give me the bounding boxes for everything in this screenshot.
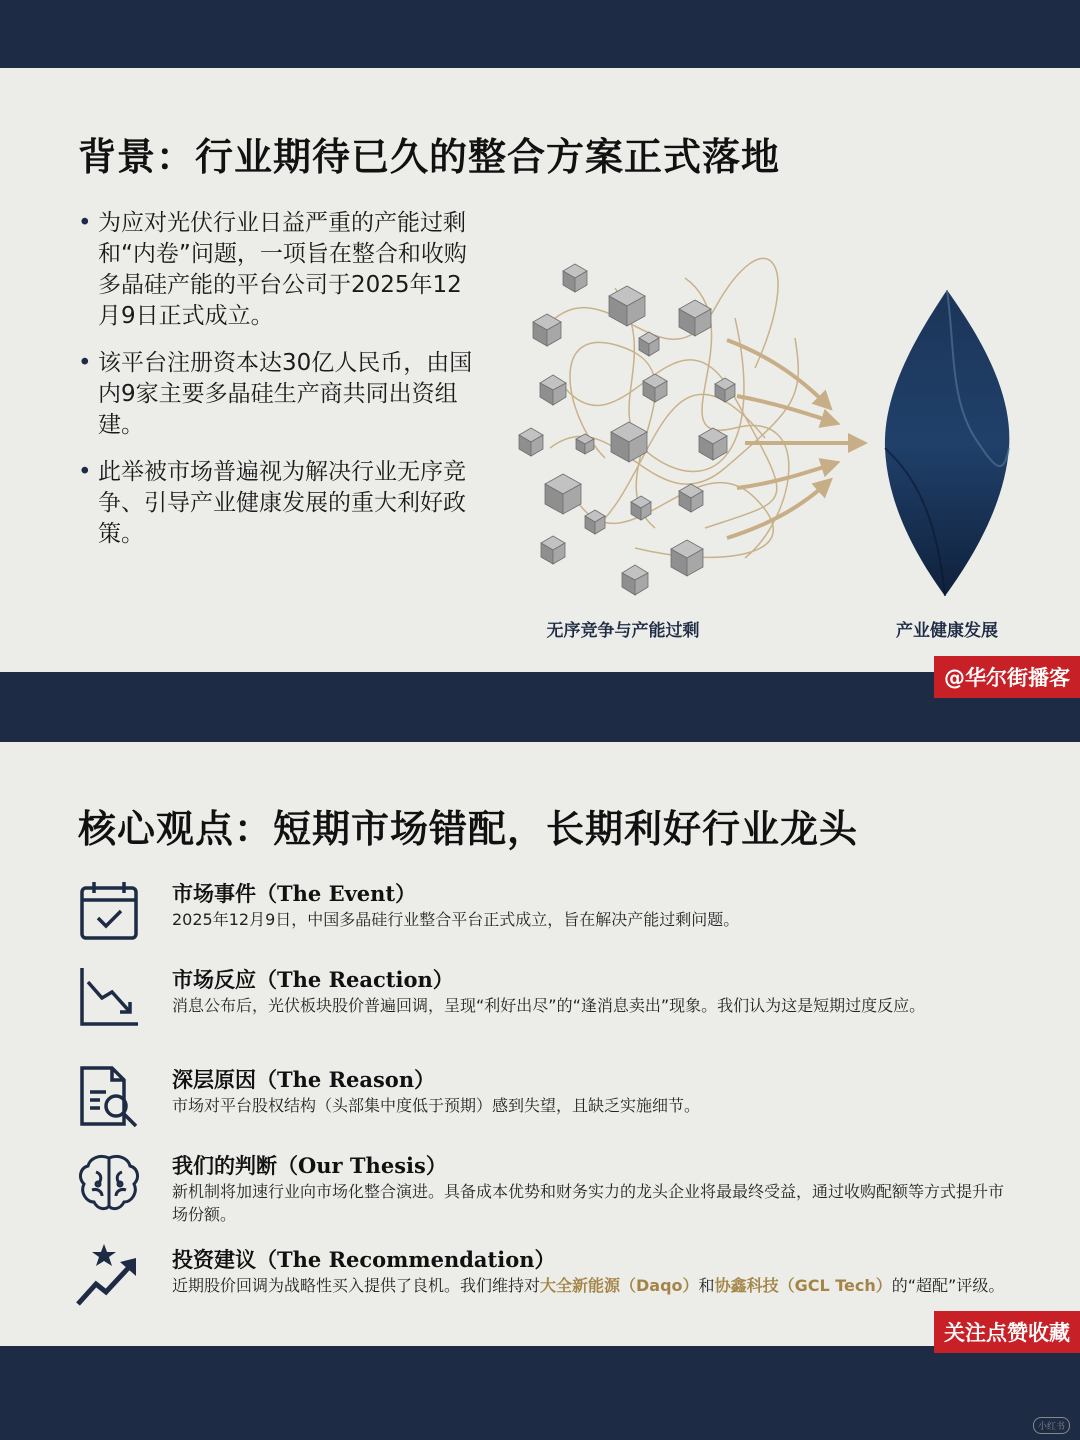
left-label: 无序竞争与产能过剩 [546, 621, 700, 641]
item-heading: 深层原因（The Reason） [172, 1067, 436, 1092]
right-label: 产业健康发展 [896, 621, 998, 641]
bullet-item: • 该平台注册资本达30亿人民币，由国内9家主要多晶硅生产商共同出资组建。 [78, 348, 478, 441]
company-daqo: 大全新能源（Daqo） [540, 1276, 699, 1295]
arrows-icon [727, 340, 860, 538]
star-chart-up-icon [76, 1244, 142, 1310]
desc-text: 的“超配”评级。 [891, 1276, 1005, 1295]
item-heading: 我们的判断（Our Thesis） [172, 1153, 447, 1178]
follow-tag: 关注点赞收藏 [934, 1311, 1080, 1353]
item-heading: 投资建议（The Recommendation） [172, 1247, 556, 1272]
bullet-item: • 此举被市场普遍视为解决行业无序竞争、引导产业健康发展的重大利好政策。 [78, 457, 478, 550]
background-slide [0, 68, 1080, 672]
watermark: 小红书 [1033, 1417, 1070, 1434]
item-heading: 市场事件（The Event） [172, 881, 417, 906]
cube-cluster-icon [519, 264, 735, 595]
desc-text: 近期股价回调为战略性买入提供了良机。我们维持对 [172, 1276, 541, 1295]
item-description: 消息公布后，光伏板块股价普遍回调，呈现“利好出尽”的“逢消息卖出”现象。我们认为这是短期过度反应。 [172, 996, 926, 1015]
thesis-slide [0, 742, 1080, 1346]
consolidation-illustration [505, 198, 1045, 648]
item-description: 市场对平台股权结构（头部集中度低于预期）感到失望，且缺乏实施细节。 [172, 1096, 701, 1115]
diamond-icon [885, 290, 1009, 596]
bullet-item: • 为应对光伏行业日益严重的产能过剩和“内卷”问题，一项旨在整合和收购多晶硅产能的平台公司于2025年12月9日正式成立。 [78, 208, 478, 332]
tangled-lines [545, 258, 798, 558]
slide-title: 核心观点：短期市场错配，长期利好行业龙头 [78, 806, 859, 851]
brain-icon [76, 1150, 142, 1216]
desc-text: 和 [698, 1276, 715, 1295]
item-description: 2025年12月9日，中国多晶硅行业整合平台正式成立，旨在解决产能过剩问题。 [172, 910, 740, 929]
item-description: 新机制将加速行业向市场化整合演进。具备成本优势和财务实力的龙头企业将最最终受益，通过收购配额等方式提升市场份额。 [172, 1182, 1005, 1224]
bullet-list [78, 208, 478, 566]
middle-band [0, 672, 1080, 742]
company-gcl: 协鑫科技（GCL Tech） [714, 1276, 892, 1295]
item-description [172, 1274, 1012, 1297]
top-band [0, 0, 1080, 68]
chart-down-icon [76, 964, 142, 1030]
bottom-band [0, 1346, 1080, 1440]
document-search-icon [76, 1064, 142, 1130]
author-tag: @华尔街播客 [934, 656, 1080, 698]
slide-title: 背景：行业期待已久的整合方案正式落地 [78, 134, 781, 179]
calendar-check-icon [76, 878, 142, 944]
item-heading: 市场反应（The Reaction） [172, 967, 454, 992]
